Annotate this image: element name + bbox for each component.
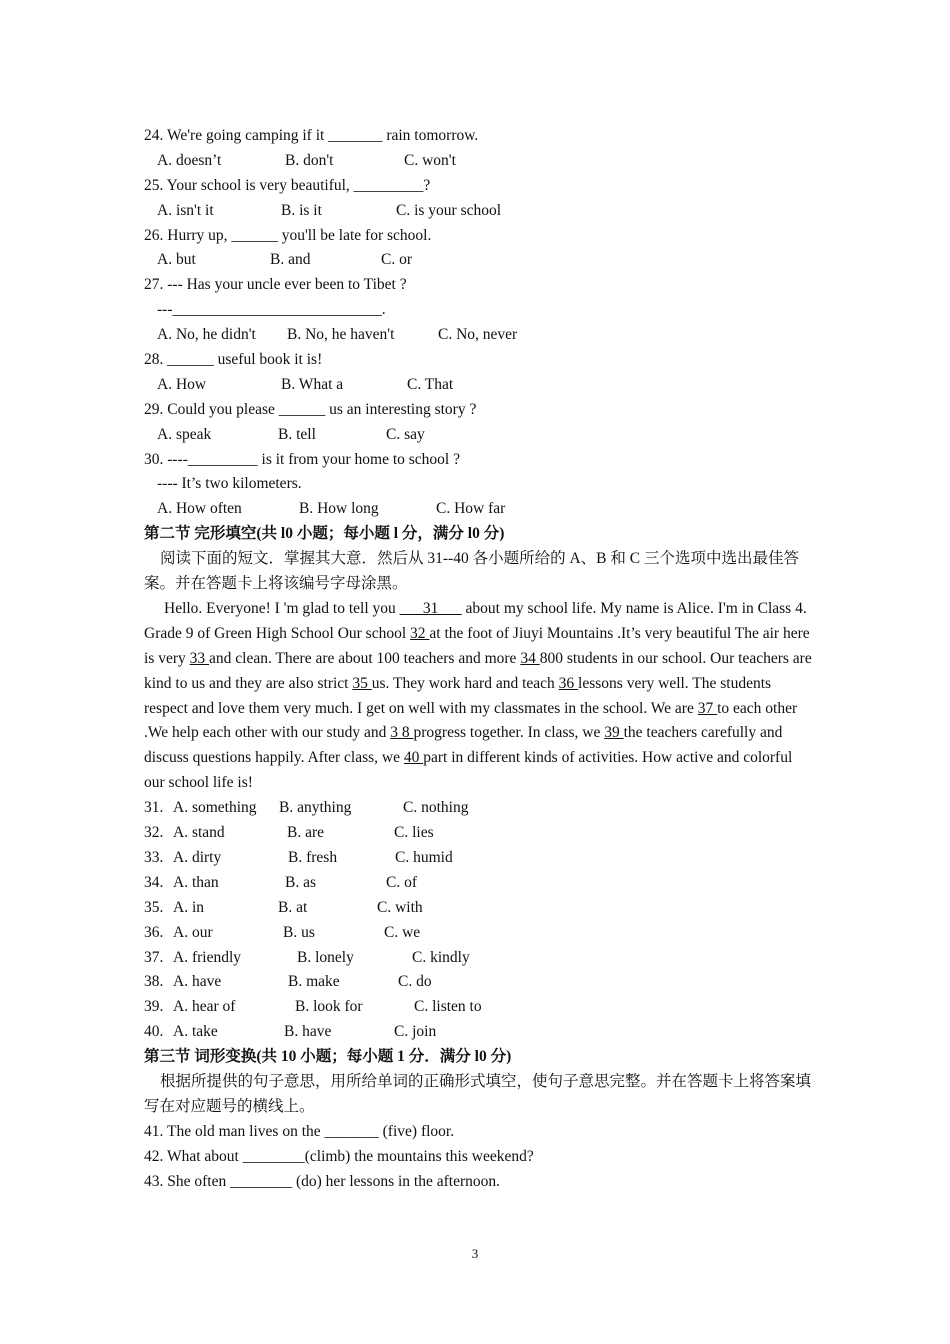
option-a: A. than [173, 873, 219, 891]
passage-text: us. They work hard and teach [371, 674, 559, 692]
cloze-option-row [144, 846, 814, 871]
option-a: A. something [173, 799, 257, 817]
cloze-option-row [144, 946, 814, 971]
question-30-reply: ---- It’s two kilometers. [157, 475, 302, 493]
passage-text: 800 students in our school. Our teachers are kind to us and they are also strict [144, 649, 812, 692]
question-25-options [144, 199, 814, 224]
question-number: 36. [144, 923, 164, 941]
option-a: A. How often [157, 500, 242, 518]
cloze-option-row [144, 921, 814, 946]
question-number: 34. [144, 873, 164, 891]
cloze-option-row [144, 995, 814, 1020]
question-29-options [144, 423, 814, 448]
option-a: A. dirty [173, 848, 222, 866]
cloze-option-row [144, 821, 814, 846]
option-b: B. look for [295, 998, 363, 1016]
option-c: C. is your school [396, 201, 502, 219]
question-29: 29. Could you please ______ us an interesting story ? [144, 400, 477, 418]
option-c: C. won't [404, 151, 456, 169]
cloze-option-row [144, 896, 814, 921]
passage-text: and clean. There are about 100 teachers and more [209, 649, 521, 667]
option-b: B. fresh [288, 848, 338, 866]
question-30-options [144, 497, 814, 522]
cloze-blank: 39 [604, 724, 624, 742]
question-43: 43. She often ________ (do) her lessons in the afternoon. [144, 1172, 501, 1190]
option-b: B. make [288, 973, 340, 991]
cloze-option-row [144, 970, 814, 995]
question-26: 26. Hurry up, ______ you'll be late for school. [144, 226, 432, 244]
question-28-options [144, 373, 814, 398]
option-a: A. hear of [173, 998, 236, 1016]
question-42: 42. What about ________(climb) the mountains this weekend? [144, 1147, 534, 1165]
option-c: C. kindly [412, 948, 470, 966]
cloze-passage [144, 597, 814, 796]
option-a: A. have [173, 973, 222, 991]
cloze-option-row [144, 871, 814, 896]
cloze-option-row [144, 1020, 814, 1045]
question-number: 37. [144, 948, 164, 966]
option-c: C. lies [394, 824, 434, 842]
option-a: A. in [173, 898, 204, 916]
question-number: 31. [144, 799, 164, 817]
option-c: C. of [386, 873, 417, 891]
option-b: B. lonely [297, 948, 354, 966]
page-number: 3 [471, 1246, 479, 1261]
section-2-heading: 第二节 完形填空(共 l0 小题；每小题 l 分，满分 l0 分) [144, 525, 505, 543]
cloze-options [144, 796, 814, 1045]
option-c: C. That [407, 375, 454, 393]
option-b: B. How long [299, 500, 379, 518]
option-b: B. as [285, 873, 316, 891]
option-b: B. tell [278, 425, 316, 443]
option-a: A. isn't it [157, 201, 214, 219]
question-27: 27. --- Has your uncle ever been to Tibet ? [144, 276, 407, 294]
passage-text: progress together. In class, we [413, 724, 605, 742]
option-a: A. friendly [173, 948, 242, 966]
option-a: A. No, he didn't [157, 326, 256, 344]
cloze-blank: 32 [410, 624, 430, 642]
option-c: C. join [394, 1023, 437, 1041]
passage-text: part in different kinds of activities. How active and colorful our school life is! [144, 749, 793, 792]
option-c: C. we [384, 923, 421, 941]
question-41: 41. The old man lives on the _______ (five) floor. [144, 1122, 455, 1140]
question-24: 24. We're going camping if it _______ rain tomorrow. [144, 127, 479, 144]
passage-text: to each other .We help each other with our study and [144, 699, 798, 742]
question-25: 25. Your school is very beautiful, _________? [144, 176, 431, 194]
cloze-blank: 3 8 [390, 724, 414, 742]
option-b: B. No, he haven't [287, 326, 395, 344]
option-b: B. anything [279, 799, 352, 817]
option-c: C. nothing [403, 799, 469, 817]
question-number: 38. [144, 973, 164, 991]
question-27-reply: ---___________________________. [157, 301, 386, 319]
cloze-blank: 35 [352, 674, 372, 692]
question-26-options [144, 248, 814, 273]
cloze-blank: 33 [189, 649, 210, 667]
question-24-options [144, 149, 814, 174]
page-content [144, 124, 814, 1194]
question-number: 35. [144, 898, 164, 916]
question-number: 32. [144, 824, 164, 842]
question-28: 28. ______ useful book it is! [144, 351, 323, 369]
option-a: A. stand [173, 824, 225, 842]
passage-text: lessons very well. The students respect and love them very much. I get on well with my classmates in the school. We are [144, 674, 772, 717]
option-b: B. is it [281, 201, 322, 219]
question-number: 40. [144, 1023, 164, 1041]
passage-text: Hello. Everyone! I 'm glad to tell you [164, 599, 400, 617]
question-30: 30. ----_________ is it from your home to school ? [144, 450, 460, 468]
option-c: C. with [377, 898, 423, 916]
option-a: A. take [173, 1023, 218, 1041]
option-c: C. No, never [438, 326, 518, 344]
cloze-blank: 34 [520, 649, 540, 667]
option-c: C. or [381, 251, 412, 269]
option-a: A. our [173, 923, 213, 941]
cloze-option-row [144, 796, 814, 821]
option-c: C. How far [436, 500, 506, 518]
option-b: B. have [284, 1023, 332, 1041]
option-b: B. at [278, 898, 308, 916]
option-c: C. say [386, 425, 425, 443]
option-c: C. listen to [414, 998, 482, 1016]
question-number: 33. [144, 848, 164, 866]
option-b: B. us [283, 923, 315, 941]
option-b: B. and [270, 251, 311, 269]
option-a: A. speak [157, 425, 212, 443]
cloze-blank: 40 [403, 749, 424, 767]
passage-text: the teachers carefully and discuss questions happily. After class, we [144, 724, 783, 767]
passage-text: at the foot of Jiuyi Mountains .It’s very beautiful The air here is very [144, 624, 810, 667]
cloze-blank: 36 [558, 674, 579, 692]
cloze-blank: ___31___ [399, 599, 462, 617]
question-number: 39. [144, 998, 164, 1016]
option-a: A. but [157, 251, 196, 269]
section-3-instructions: 根据所提供的句子意思，用所给单词的正确形式填空，使句子意思完整。并在答题卡上将答案填写在对应题号的横线上。 [144, 1073, 812, 1115]
option-a: A. doesn’t [157, 151, 222, 169]
section-3-heading: 第三节 词形变换(共 10 小题；每小题 1 分．满分 l0 分) [144, 1048, 512, 1066]
question-27-options [144, 323, 814, 348]
option-b: B. are [287, 824, 325, 842]
option-a: A. How [157, 375, 207, 393]
cloze-blank: 37 [697, 699, 718, 717]
option-b: B. don't [285, 151, 334, 169]
option-c: C. humid [395, 848, 453, 866]
passage-text: about my school life. My name is Alice. I'm in Class 4. Grade 9 of Green High School Our school [144, 599, 807, 642]
option-c: C. do [398, 973, 432, 991]
option-b: B. What a [281, 375, 344, 393]
section-2-instructions: 阅读下面的短文．掌握其大意．然后从 31--40 各小题所给的 A、B 和 C 三个选项中选出最佳答案。并在答题卡上将该编号字母涂黑。 [144, 550, 799, 593]
